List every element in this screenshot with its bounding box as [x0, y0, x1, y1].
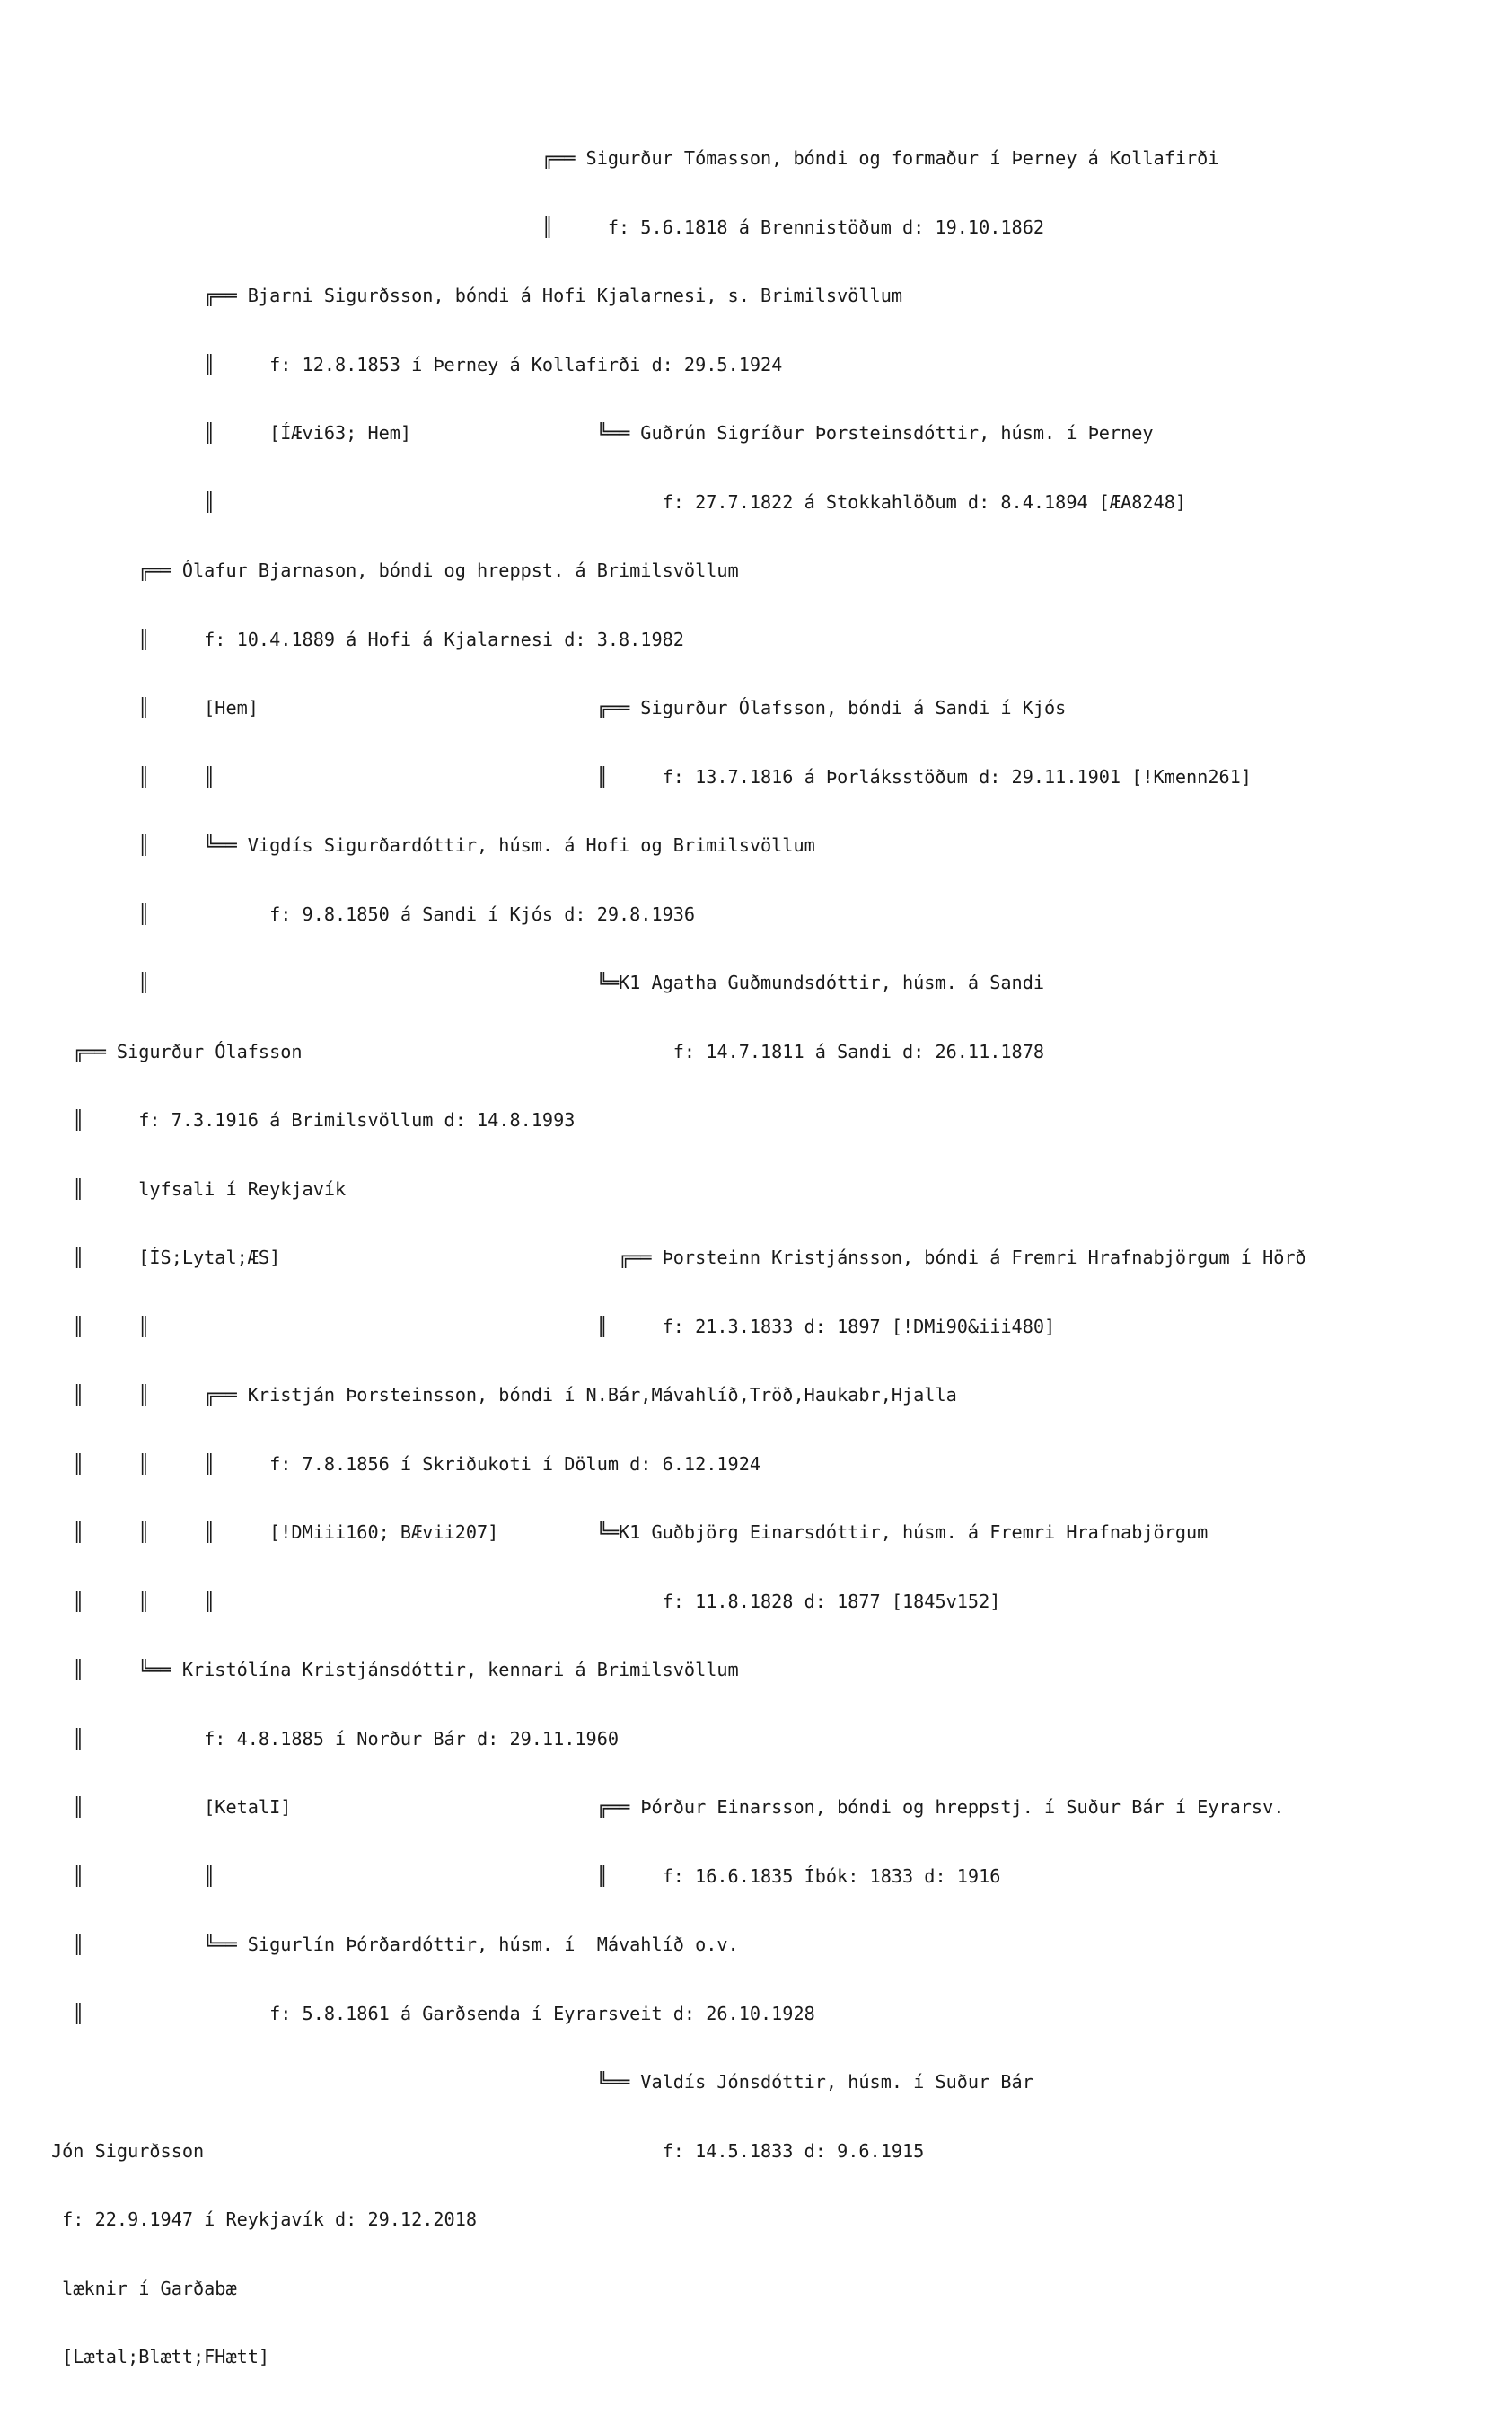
tree-line: ║ ╚══ Kristólína Kristjánsdóttir, kennari á Brimilsvöllum — [51, 1659, 739, 1680]
tree-line: ║ f: 27.7.1822 á Stokkahlöðum d: 8.4.1894 [ÆA8248] — [51, 490, 1187, 513]
tree-line: ║ lyfsali í Reykjavík — [51, 1177, 347, 1200]
tree-line: ║ ║ ║ f: 11.8.1828 d: 1877 [1845v152] — [51, 1590, 1001, 1612]
tree-line: ║ f: 10.4.1889 á Hofi á Kjalarnesi d: 3.8.1982 — [51, 628, 684, 650]
tree-line: ║ f: 5.6.1818 á Brennistöðum d: 19.10.1862 — [51, 216, 1045, 238]
tree-line: ║ ╚══ Vigdís Sigurðardóttir, húsm. á Hofi og Brimilsvöllum — [51, 834, 815, 856]
genealogy-tree — [51, 101, 1306, 2415]
tree-line: ║ [ÍÆvi63; Hem] ╚══ Guðrún Sigríður Þorsteinsdóttir, húsm. í Þerney — [51, 422, 1154, 444]
tree-line: ║ ╚═K1 Agatha Guðmundsdóttir, húsm. á Sandi — [51, 972, 1045, 993]
tree-line: ║ ╚══ Sigurlín Þórðardóttir, húsm. í Mávahlíð o.v. — [51, 1934, 739, 1955]
tree-line: ║ [KetalI] ╔══ Þórður Einarsson, bóndi og hreppstj. í Suður Bár í Eyrarsv. — [51, 1796, 1285, 1818]
tree-line: ╔══ Sigurður Tómasson, bóndi og formaður í Þerney á Kollafirði — [51, 147, 1219, 169]
tree-line: ║ f: 5.8.1861 á Garðsenda í Eyrarsveit d: 26.10.1928 — [51, 2002, 815, 2024]
tree-line: ║ f: 4.8.1885 í Norður Bár d: 29.11.1960 — [51, 1727, 620, 1750]
tree-line: ╚══ Valdís Jónsdóttir, húsm. í Suður Bár — [51, 2071, 1033, 2093]
tree-line: f: 22.9.1947 í Reykjavík d: 29.12.2018 — [51, 2208, 478, 2230]
tree-line: ║ [Hem] ╔══ Sigurður Ólafsson, bóndi á Sandi í Kjós — [51, 697, 1067, 718]
tree-line: læknir í Garðabæ — [51, 2277, 237, 2299]
tree-line: ║ ║ ║ f: 21.3.1833 d: 1897 [!DMi90&iii480] — [51, 1315, 1056, 1337]
tree-line: ║ [ÍS;Lytal;ÆS] ╔══ Þorsteinn Kristjánsson, bóndi á Fremri Hrafnabjörgum í Hörð — [51, 1247, 1306, 1268]
tree-line: ║ ║ ║ f: 16.6.1835 Íbók: 1833 d: 1916 — [51, 1864, 1001, 1887]
tree-line: [Lætal;Blætt;FHætt] — [51, 2346, 270, 2367]
tree-line: ║ ║ ║ [!DMiii160; BÆvii207] ╚═K1 Guðbjörg Einarsdóttir, húsm. á Fremri Hrafnabjörgum — [51, 1521, 1209, 1543]
tree-line: ║ ║ ║ f: 13.7.1816 á Þorláksstöðum d: 29.11.1901 [!Kmenn261] — [51, 765, 1252, 788]
tree-line: ║ f: 9.8.1850 á Sandi í Kjós d: 29.8.1936 — [51, 903, 696, 925]
tree-line: ╔══ Ólafur Bjarnason, bóndi og hreppst. á Brimilsvöllum — [51, 560, 739, 581]
tree-line: ╔══ Sigurður Ólafsson f: 14.7.1811 á Sandi d: 26.11.1878 — [51, 1040, 1045, 1062]
tree-line: ║ ║ ║ f: 7.8.1856 í Skriðukoti í Dölum d: 6.12.1924 — [51, 1452, 761, 1475]
tree-line: ║ f: 7.3.1916 á Brimilsvöllum d: 14.8.1993 — [51, 1109, 576, 1131]
tree-line: ╔══ Bjarni Sigurðsson, bóndi á Hofi Kjalarnesi, s. Brimilsvöllum — [51, 285, 903, 306]
tree-line: Jón Sigurðsson f: 14.5.1833 d: 9.6.1915 — [51, 2139, 925, 2162]
tree-line: ║ f: 12.8.1853 í Þerney á Kollafirði d: 29.5.1924 — [51, 353, 783, 375]
tree-line: ║ ║ ╔══ Kristján Þorsteinsson, bóndi í N.Bár,Mávahlíð,Tröð,Haukabr,Hjalla — [51, 1384, 957, 1406]
